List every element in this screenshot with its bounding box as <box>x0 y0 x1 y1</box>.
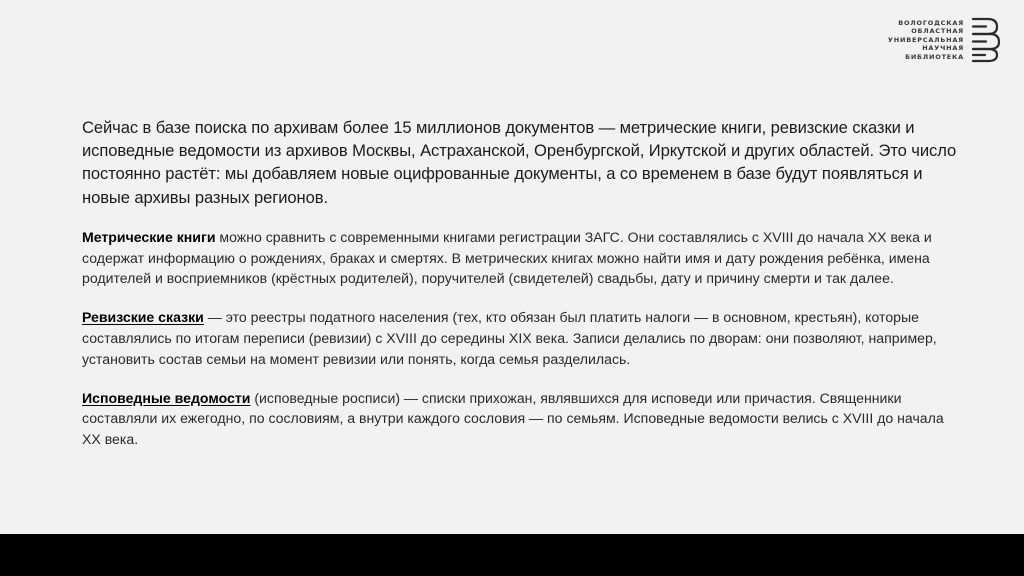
content <box>82 116 962 450</box>
library-book-stack-icon <box>970 16 1000 64</box>
term-confession-lists: Исповедные ведомости <box>82 389 251 406</box>
logo-line: УНИВЕРСАЛЬНАЯ <box>887 35 964 44</box>
bottom-bar <box>0 534 1024 576</box>
logo-line: ВОЛОГОДСКАЯ <box>898 18 964 27</box>
section-revision-tales <box>82 307 962 369</box>
section-metric-books <box>82 227 962 289</box>
section-text: — это реестры податного населения (тех, кто обязан был платить налоги — в основном, крестьян), которые составлялись по итогам переписи (ревизии) с XVIII до середины XIX века. Записи делались по дворам: они позволяют, например, установить состав семьи на момент ревизии или понять, когда семья разделилась. <box>82 309 937 367</box>
logo-line: ОБЛАСТНАЯ <box>911 27 964 36</box>
logo-line: НАУЧНАЯ <box>922 44 964 53</box>
term-metric-books: Метрические книги <box>82 228 216 245</box>
section-text: (исповедные росписи) — списки прихожан, являвшихся для исповеди или причастия. Священники составляли их ежегодно, по сословиям, а внутри каждого сословия — по семьям. Исповедные ведомости велись с XVIII до начала XX века. <box>82 389 944 448</box>
section-confession-lists <box>82 388 962 450</box>
section-text: можно сравнить с современными книгами регистрации ЗАГС. Они составлялись с XVIII до начала XX века и содержат информацию о рождениях, браках и смертях. В метрических книгах можно найти имя и дату рождения ребёнка, имена родителей и восприемников (крёстных родителей), поручителей (свидетелей) свадьбы, дату и причину смерти и так далее. <box>82 228 932 287</box>
intro-paragraph: Сейчас в базе поиска по архивам более 15 миллионов документов — метрические книги, ревизские сказки и исповедные ведомости из архивов Москвы, Астраханской, Оренбургской, Иркутской и других областей. Это число постоянно растёт: мы добавляем новые оцифрованные документы, а со временем в базе будут появляться и новые архивы разных регионов. <box>82 118 957 207</box>
term-revision-tales: Ревизские сказки <box>82 309 204 326</box>
library-logo <box>888 16 1000 64</box>
logo-text <box>888 19 964 61</box>
logo-line: БИБЛИОТЕКА <box>905 52 964 61</box>
